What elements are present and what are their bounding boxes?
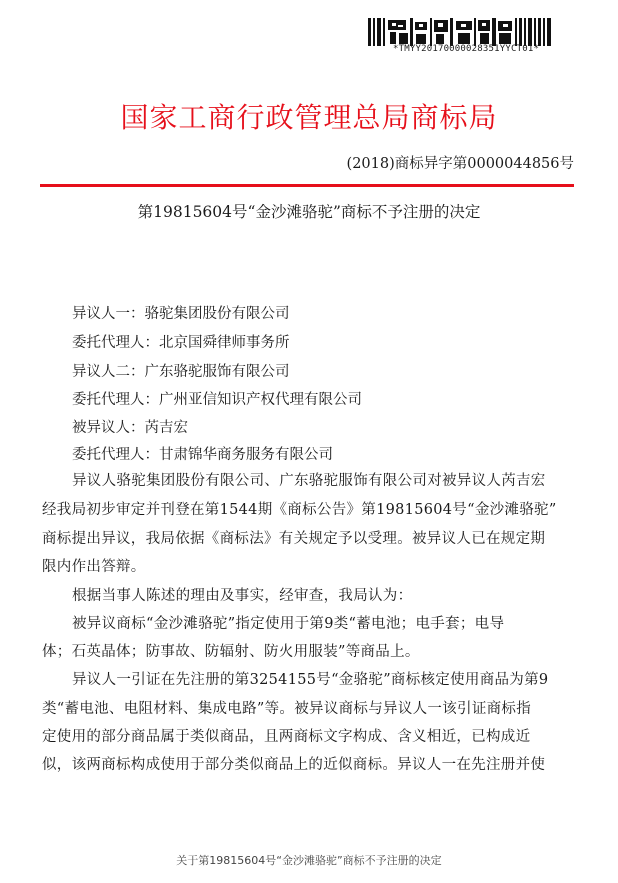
party-label: 被异议人： xyxy=(72,420,145,436)
barcode-text: *TMYY20170000028351YYCT01* xyxy=(393,44,540,54)
party-label: 委托代理人： xyxy=(72,447,159,463)
body-text-line: 被异议商标“金沙滩骆驼”指定使用于第9类“蓄电池；电手套；电导 xyxy=(72,616,505,632)
party-line xyxy=(72,302,290,323)
party-line xyxy=(72,416,188,437)
party-line xyxy=(72,331,290,352)
party-label: 异议人二： xyxy=(72,364,145,380)
party-line xyxy=(72,388,362,409)
party-value: 骆驼集团股份有限公司 xyxy=(144,306,290,322)
party-value: 北京国舜律师事务所 xyxy=(159,335,290,351)
party-label: 异议人一： xyxy=(72,306,145,322)
party-value: 芮吉宏 xyxy=(144,420,188,436)
document-number: (2018)商标异字第0000044856号 xyxy=(346,156,574,172)
party-label: 委托代理人： xyxy=(72,392,159,408)
body-text-line: 商标提出异议，我局依据《商标法》有关规定予以受理。被异议人已在规定期 xyxy=(42,531,546,547)
party-line xyxy=(72,360,290,381)
body-text-line: 似，该两商标构成使用于部分类似商品上的近似商标。异议人一在先注册并使 xyxy=(42,757,546,773)
office-title: 国家工商行政管理总局商标局 xyxy=(120,101,498,134)
image-caption: 关于第19815604号“金沙滩骆驼”商标不予注册的决定 xyxy=(176,854,442,867)
body-text-line: 体；石英晶体；防事故、防辐射、防火用服装”等商品上。 xyxy=(42,644,420,660)
barcode xyxy=(368,18,552,46)
party-label: 委托代理人： xyxy=(72,335,159,351)
party-value: 广州亚信知识产权代理有限公司 xyxy=(159,392,362,408)
body-text-line: 异议人一引证在先注册的第3254155号“金骆驼”商标核定使用商品为第9 xyxy=(72,672,549,688)
body-text-line: 根据当事人陈述的理由及事实，经审查，我局认为： xyxy=(72,588,413,604)
decision-title: 第19815604号“金沙滩骆驼”商标不予注册的决定 xyxy=(137,203,481,221)
red-divider xyxy=(40,184,574,187)
body-text-line: 限内作出答辩。 xyxy=(42,559,146,575)
party-line xyxy=(72,443,333,464)
body-text-line: 经我局初步审定并刊登在第1544期《商标公告》第19815604号“金沙滩骆驼” xyxy=(42,502,557,518)
body-text-line: 定使用的部分商品属于类似商品，且两商标文字构成、含义相近，已构成近 xyxy=(42,729,531,745)
body-text-line: 类“蓄电池、电阻材料、集成电路”等。被异议商标与异议人一该引证商标指 xyxy=(42,701,532,717)
body-text-line: 异议人骆驼集团股份有限公司、广东骆驼服饰有限公司对被异议人芮吉宏 xyxy=(72,473,546,489)
party-value: 广东骆驼服饰有限公司 xyxy=(144,364,290,380)
party-value: 甘肃锦华商务服务有限公司 xyxy=(159,447,333,463)
